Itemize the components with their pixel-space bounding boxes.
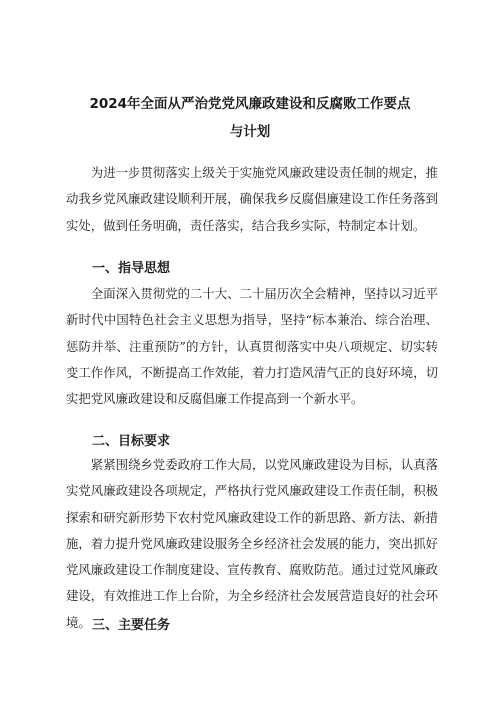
document-title-continued: 与计划 <box>229 124 271 140</box>
section-heading-main-tasks: 三、主要任务 <box>92 618 171 633</box>
section-body-objectives: 紧紧围绕乡党委政府工作大局，以党风廉政建设为目标，认真落实党风廉政建设各项规定，严格执行党风廉政建设工作责任制，积极探索和研究新形势下农村党风廉政建设工作的新思路、新方法、新措施，着力提升党风廉政建设服务全乡经济社会发展的能力，突出抓好党风廉政建设工作制度建设、宣传教育、腐败防范。通过过党风廉政建设，有效推进工作上台阶，为全乡经济社会发展营造良好的社会环境。 <box>66 457 438 630</box>
intro-paragraph: 为进一步贯彻落实上级关于实施党风廉政建设责任制的规定，推动我乡党风廉政建设顺利开展，确保我乡反腐倡廉建设工作任务落到实处，做到任务明确，责任落实，结合我乡实际，特制定本计划。 <box>66 165 438 233</box>
section-body-guiding-ideology: 全面深入贯彻党的二十大、二十届历次全会精神，坚持以习近平新时代中国特色社会主义思想为指导，坚持“标本兼治、综合治理、惩防并举、注重预防”的方针，认真贯彻落实中央八项规定、切实转变工作作风，不断提高工作效能，着力打造风清气正的良好环境，切实把党风廉政建设和反腐倡廉工作提高到一个新水平。 <box>66 286 438 407</box>
section-heading-objectives: 二、目标要求 <box>92 434 171 449</box>
section-heading-guiding-ideology: 一、指导思想 <box>92 261 171 276</box>
document-title: 2024年全面从严治党党风廉政建设和反腐败工作要点 <box>89 96 411 112</box>
